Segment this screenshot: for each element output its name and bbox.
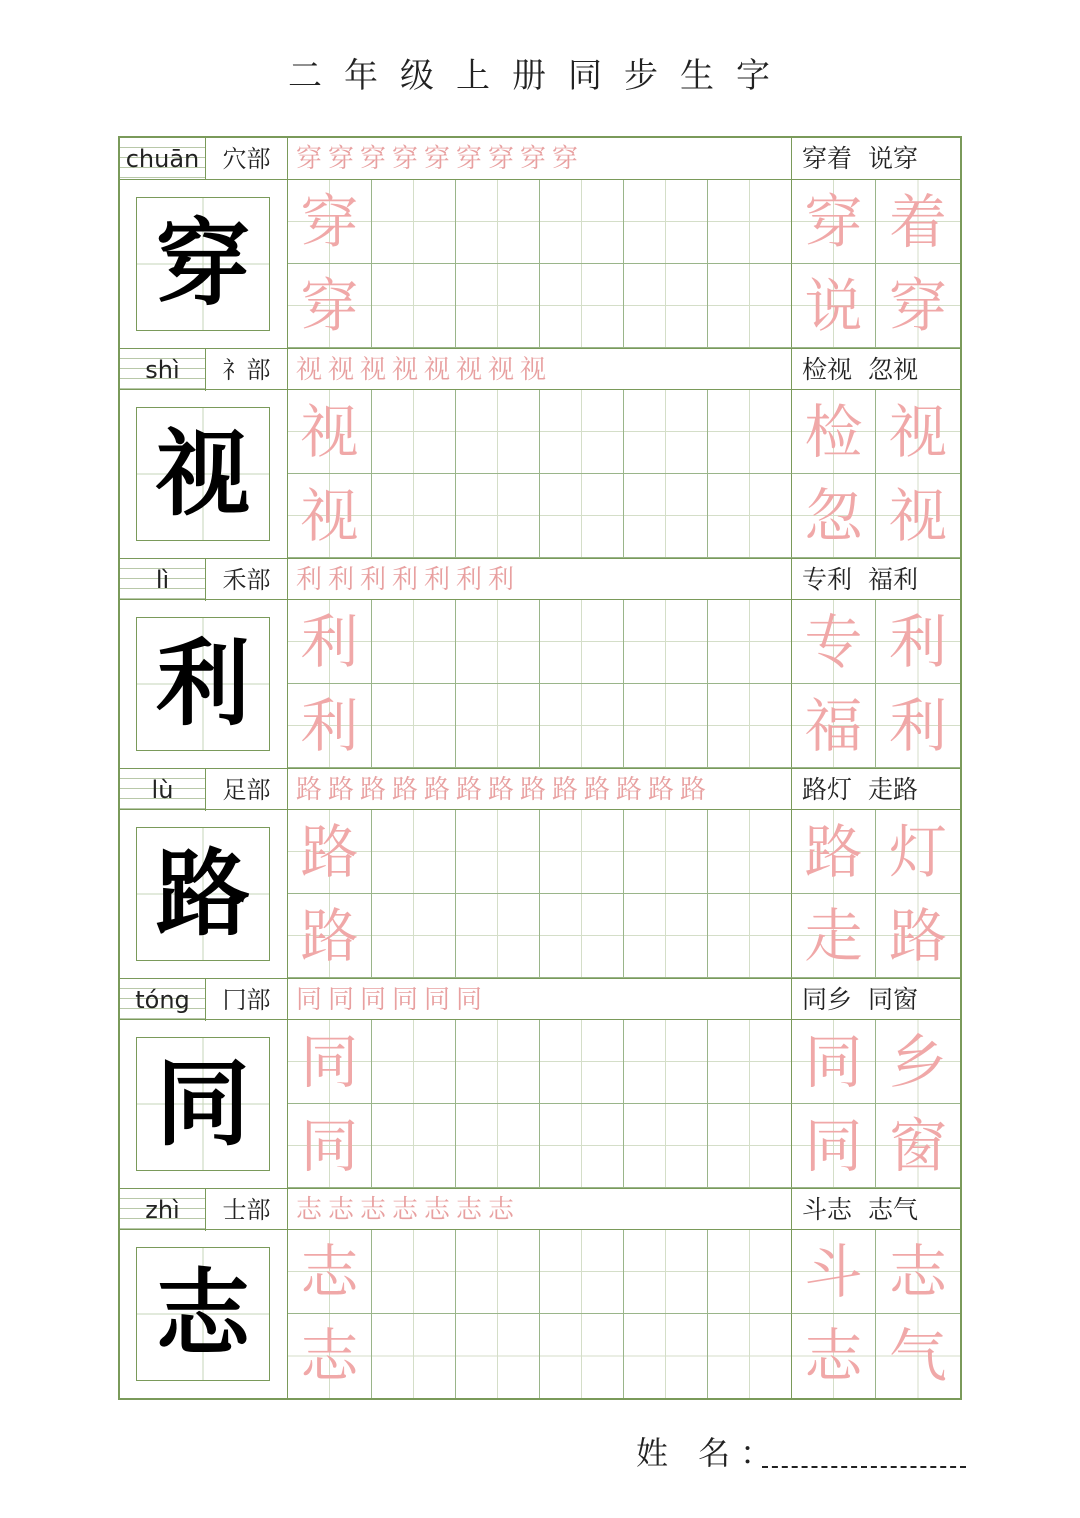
empty-practice-cell[interactable]	[624, 390, 708, 474]
empty-practice-cell[interactable]	[456, 264, 540, 348]
example-word: 福利	[868, 565, 919, 594]
example-words	[792, 1189, 960, 1231]
example-word: 同窗	[868, 985, 919, 1014]
char-header	[120, 768, 960, 810]
empty-practice-cell[interactable]	[372, 180, 456, 264]
empty-practice-cell[interactable]	[624, 894, 708, 978]
model-char-area	[120, 810, 288, 979]
pinyin: zhì	[120, 1189, 206, 1231]
empty-practice-cell[interactable]	[624, 1230, 708, 1314]
char-header	[120, 138, 960, 180]
word-trace-cell[interactable]: 检	[792, 390, 876, 474]
word-trace-cell[interactable]: 志	[876, 1230, 960, 1314]
page-title: 二年级上册同步生字	[288, 56, 792, 96]
word-trace-cell[interactable]: 路	[792, 810, 876, 894]
model-char: 穿	[136, 197, 270, 331]
char-block	[120, 1188, 960, 1399]
example-word: 专利	[802, 565, 853, 594]
word-trace-cell[interactable]: 专	[792, 600, 876, 684]
word-trace-cell[interactable]: 视	[876, 390, 960, 474]
empty-practice-cell[interactable]	[372, 1020, 456, 1104]
trace-cell[interactable]: 志	[288, 1314, 372, 1398]
empty-practice-cell[interactable]	[624, 180, 708, 264]
empty-practice-cell[interactable]	[456, 684, 540, 768]
word-trace-cell[interactable]: 同	[792, 1020, 876, 1104]
word-trace-cell[interactable]: 福	[792, 684, 876, 768]
word-trace-cell[interactable]: 窗	[876, 1104, 960, 1188]
word-trace-cell[interactable]: 乡	[876, 1020, 960, 1104]
practice-sheet	[118, 136, 962, 1400]
empty-practice-cell[interactable]	[540, 1020, 624, 1104]
word-trace-cell[interactable]: 志	[792, 1314, 876, 1398]
example-word: 同乡	[802, 985, 853, 1014]
word-trace-cell[interactable]: 穿	[792, 180, 876, 264]
empty-practice-cell[interactable]	[540, 1230, 624, 1314]
example-word: 忽视	[868, 355, 919, 384]
example-words	[792, 979, 960, 1021]
empty-practice-cell[interactable]	[624, 810, 708, 894]
empty-practice-cell[interactable]	[624, 474, 708, 558]
example-words	[792, 138, 960, 180]
example-words	[792, 559, 960, 601]
word-trace-cell[interactable]: 斗	[792, 1230, 876, 1314]
word-trace-cell[interactable]: 说	[792, 264, 876, 348]
empty-practice-cell[interactable]	[540, 894, 624, 978]
char-block	[120, 558, 960, 769]
model-char-area	[120, 600, 288, 769]
char-header	[120, 1188, 960, 1230]
char-header	[120, 348, 960, 390]
empty-practice-cell[interactable]	[708, 684, 792, 768]
empty-practice-cell[interactable]	[708, 180, 792, 264]
empty-practice-cell[interactable]	[372, 894, 456, 978]
empty-practice-cell[interactable]	[372, 474, 456, 558]
empty-practice-cell[interactable]	[456, 810, 540, 894]
word-trace-cell[interactable]: 穿	[876, 264, 960, 348]
stroke-order: 路路路路路路路路路路路路路	[288, 769, 792, 811]
model-char: 利	[136, 617, 270, 751]
trace-cell[interactable]: 同	[288, 1104, 372, 1188]
trace-cell[interactable]: 穿	[288, 180, 372, 264]
word-trace-cell[interactable]: 气	[876, 1314, 960, 1398]
empty-practice-cell[interactable]	[372, 1104, 456, 1188]
model-char: 同	[136, 1037, 270, 1171]
empty-practice-cell[interactable]	[624, 1314, 708, 1398]
char-header	[120, 978, 960, 1020]
empty-practice-cell[interactable]	[372, 684, 456, 768]
empty-practice-cell[interactable]	[708, 264, 792, 348]
trace-cell[interactable]: 利	[288, 600, 372, 684]
model-char: 视	[136, 407, 270, 541]
example-words	[792, 769, 960, 811]
empty-practice-cell[interactable]	[372, 810, 456, 894]
trace-cell[interactable]: 同	[288, 1020, 372, 1104]
trace-cell[interactable]: 路	[288, 894, 372, 978]
empty-practice-cell[interactable]	[708, 1314, 792, 1398]
stroke-order: 同同同同同同	[288, 979, 792, 1021]
empty-practice-cell[interactable]	[540, 810, 624, 894]
model-char-area	[120, 180, 288, 349]
example-word: 斗志	[802, 1195, 853, 1224]
empty-practice-cell[interactable]	[624, 600, 708, 684]
empty-practice-cell[interactable]	[456, 1020, 540, 1104]
empty-practice-cell[interactable]	[456, 1230, 540, 1314]
empty-practice-cell[interactable]	[708, 810, 792, 894]
pinyin: lù	[120, 769, 206, 811]
empty-practice-cell[interactable]	[372, 390, 456, 474]
empty-practice-cell[interactable]	[456, 1104, 540, 1188]
radical: 禾部	[206, 559, 288, 601]
example-word: 说穿	[868, 144, 919, 173]
name-input-line[interactable]	[762, 1466, 966, 1468]
char-block	[120, 978, 960, 1189]
empty-practice-cell[interactable]	[708, 1020, 792, 1104]
empty-practice-cell[interactable]	[708, 390, 792, 474]
model-char-area	[120, 390, 288, 559]
example-word: 检视	[802, 355, 853, 384]
radical: 冂部	[206, 979, 288, 1021]
word-trace-cell[interactable]: 同	[792, 1104, 876, 1188]
model-char-area	[120, 1230, 288, 1399]
char-block	[120, 348, 960, 559]
pinyin: lì	[120, 559, 206, 601]
empty-practice-cell[interactable]	[708, 474, 792, 558]
pinyin: tóng	[120, 979, 206, 1021]
example-word: 穿着	[802, 144, 853, 173]
empty-practice-cell[interactable]	[456, 894, 540, 978]
empty-practice-cell[interactable]	[540, 684, 624, 768]
empty-practice-cell[interactable]	[708, 1104, 792, 1188]
word-trace-cell[interactable]: 忽	[792, 474, 876, 558]
trace-cell[interactable]: 路	[288, 810, 372, 894]
empty-practice-cell[interactable]	[624, 1020, 708, 1104]
pinyin: shì	[120, 349, 206, 391]
radical: 足部	[206, 769, 288, 811]
empty-practice-cell[interactable]	[540, 390, 624, 474]
example-word: 路灯	[802, 775, 853, 804]
word-trace-cell[interactable]: 路	[876, 894, 960, 978]
example-words	[792, 349, 960, 391]
empty-practice-cell[interactable]	[624, 264, 708, 348]
trace-cell[interactable]: 利	[288, 684, 372, 768]
char-block	[120, 138, 960, 349]
empty-practice-cell[interactable]	[372, 1314, 456, 1398]
empty-practice-cell[interactable]	[708, 600, 792, 684]
model-char-area	[120, 1020, 288, 1189]
name-label: 姓 名：	[636, 1434, 783, 1472]
model-char: 志	[136, 1247, 270, 1381]
model-char: 路	[136, 827, 270, 961]
stroke-order: 利利利利利利利	[288, 559, 792, 601]
radical: 礻部	[206, 349, 288, 391]
word-trace-cell[interactable]: 灯	[876, 810, 960, 894]
empty-practice-cell[interactable]	[708, 1230, 792, 1314]
stroke-order: 视视视视视视视视	[288, 349, 792, 391]
empty-practice-cell[interactable]	[456, 390, 540, 474]
empty-practice-cell[interactable]	[456, 474, 540, 558]
empty-practice-cell[interactable]	[372, 600, 456, 684]
word-trace-cell[interactable]: 走	[792, 894, 876, 978]
radical: 穴部	[206, 138, 288, 180]
trace-cell[interactable]: 穿	[288, 264, 372, 348]
char-header	[120, 558, 960, 600]
empty-practice-cell[interactable]	[540, 180, 624, 264]
example-word: 志气	[868, 1195, 919, 1224]
empty-practice-cell[interactable]	[456, 180, 540, 264]
trace-cell[interactable]: 视	[288, 474, 372, 558]
empty-practice-cell[interactable]	[708, 894, 792, 978]
empty-practice-cell[interactable]	[540, 600, 624, 684]
radical: 士部	[206, 1189, 288, 1231]
empty-practice-cell[interactable]	[456, 600, 540, 684]
empty-practice-cell[interactable]	[372, 1230, 456, 1314]
char-block	[120, 768, 960, 979]
word-trace-cell[interactable]: 视	[876, 474, 960, 558]
empty-practice-cell[interactable]	[540, 474, 624, 558]
example-word: 走路	[868, 775, 919, 804]
word-trace-cell[interactable]: 利	[876, 684, 960, 768]
empty-practice-cell[interactable]	[624, 1104, 708, 1188]
word-trace-cell[interactable]: 利	[876, 600, 960, 684]
empty-practice-cell[interactable]	[540, 264, 624, 348]
empty-practice-cell[interactable]	[372, 264, 456, 348]
empty-practice-cell[interactable]	[540, 1314, 624, 1398]
word-trace-cell[interactable]: 着	[876, 180, 960, 264]
empty-practice-cell[interactable]	[540, 1104, 624, 1188]
trace-cell[interactable]: 视	[288, 390, 372, 474]
pinyin: chuān	[120, 138, 206, 180]
empty-practice-cell[interactable]	[456, 1314, 540, 1398]
stroke-order: 志志志志志志志	[288, 1189, 792, 1231]
trace-cell[interactable]: 志	[288, 1230, 372, 1314]
stroke-order: 穿穿穿穿穿穿穿穿穿	[288, 138, 792, 180]
empty-practice-cell[interactable]	[624, 684, 708, 768]
